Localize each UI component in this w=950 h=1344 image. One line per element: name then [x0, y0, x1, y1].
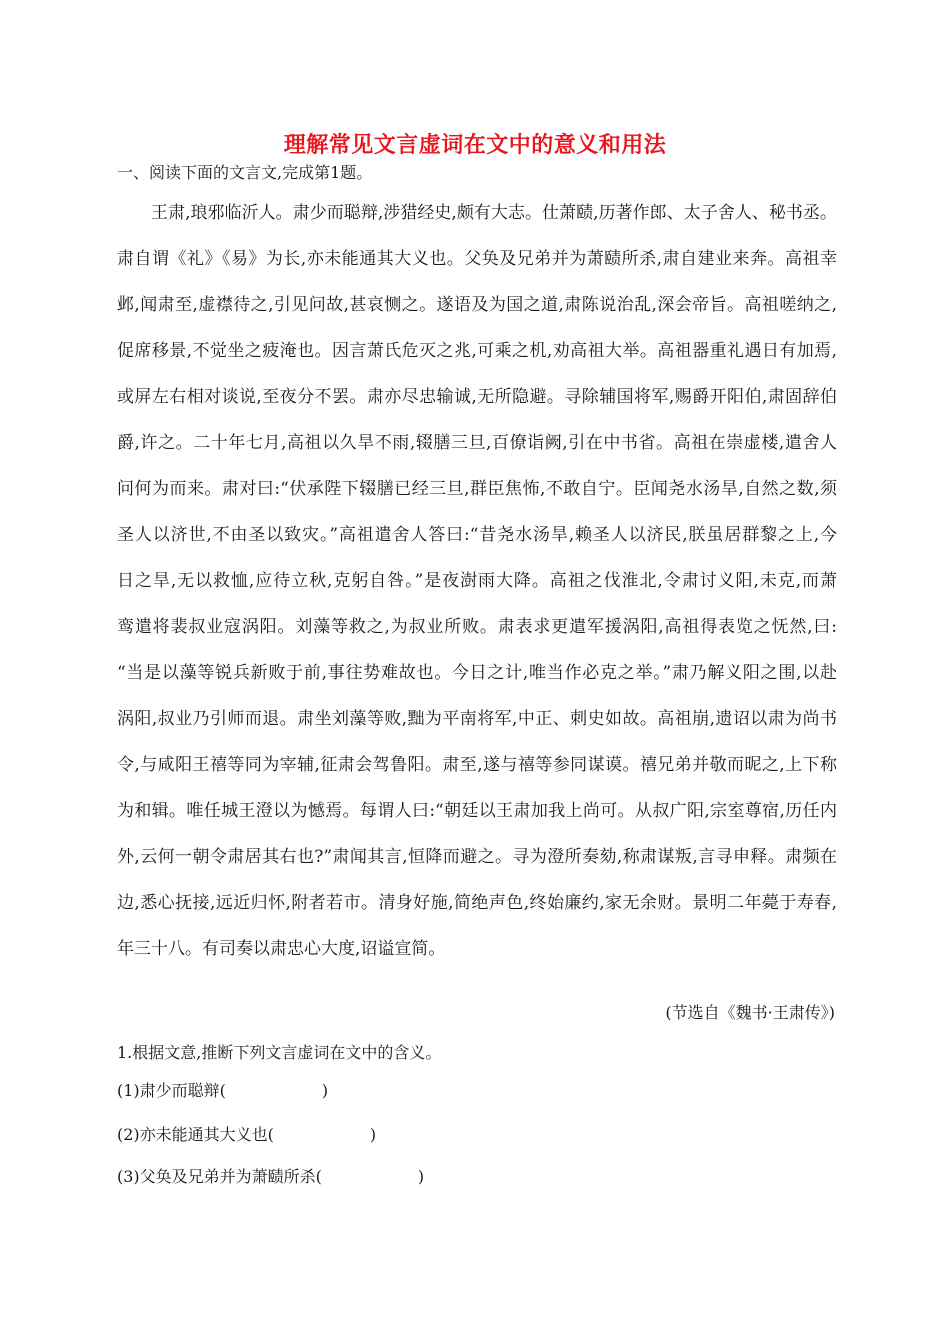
passage-line: 年三十八。有司奏以肃忠心大度,诏谥宣简。	[117, 939, 446, 959]
section-heading: 一、阅读下面的文言文,完成第1题。	[117, 163, 373, 182]
sub-question-close: )	[417, 1167, 425, 1186]
passage-line: 爵,许之。二十年七月,高祖以久旱不雨,辍膳三旦,百僚诣阙,引在中书省。高祖在崇虚楼,遣舍人	[117, 433, 837, 453]
classical-passage	[117, 190, 837, 972]
passage-line: 日之旱,无以救恤,应待立秋,克躬自咎。”是夜澍雨大降。高祖之伐淮北,令肃讨义阳,未克,而萧	[117, 571, 837, 591]
sub-question-prompt: (3)父奂及兄弟并为萧赜所杀(	[117, 1167, 322, 1186]
passage-line: 边,悉心抚接,远近归怀,附者若市。清身好施,简绝声色,终始廉约,家无余财。景明二年薨于寿春,	[117, 893, 837, 913]
passage-line: 外,云何一朝令肃居其右也?”肃闻其言,恒降而避之。寻为澄所奏劾,称肃谋叛,言寻申释。肃频在	[117, 847, 837, 867]
sub-question-prompt: (1)肃少而聪辩(	[117, 1081, 226, 1100]
sub-question-prompt: (2)亦未能通其大义也(	[117, 1125, 274, 1144]
passage-line: 令,与咸阳王禧等同为宰辅,征肃会驾鲁阳。肃至,遂与禧等参同谋谟。禧兄弟并敬而昵之,上下称	[117, 755, 837, 775]
passage-line: 圣人以济世,不由圣以致灾。”高祖遣舍人答曰:“昔尧水汤旱,赖圣人以济民,朕虽居群黎之上,今	[117, 525, 837, 545]
passage-line: 王肃,琅邪临沂人。肃少而聪辩,涉猎经史,颇有大志。仕萧赜,历著作郎、太子舍人、秘书丞。	[151, 203, 837, 223]
passage-line: “当是以藻等锐兵新败于前,事往势难故也。今日之计,唯当作必克之举。”肃乃解义阳之围,以赴	[117, 663, 837, 683]
passage-line: 邺,闻肃至,虚襟待之,引见问故,甚哀恻之。遂语及为国之道,肃陈说治乱,深会帝旨。高祖嗟纳之,	[117, 295, 837, 315]
question-1: 1.根据文意,推断下列文言虚词在文中的含义。	[117, 1043, 442, 1062]
sub-question-close: )	[369, 1125, 377, 1144]
passage-line: 为和辑。唯任城王澄以为憾焉。每谓人曰:“朝廷以王肃加我上尚可。从叔广阳,宗室尊宿,历任内	[117, 801, 837, 821]
passage-line: 涡阳,叔业乃引师而退。肃坐刘藻等败,黜为平南将军,中正、刺史如故。高祖崩,遗诏以肃为尚书	[117, 709, 837, 729]
sub-question	[117, 1164, 424, 1187]
passage-line: 或屏左右相对谈说,至夜分不罢。肃亦尽忠输诚,无所隐避。寻除辅国将军,赐爵开阳伯,肃固辞伯	[117, 387, 837, 407]
document-title: 理解常见文言虚词在文中的意义和用法	[283, 132, 667, 158]
sub-question	[117, 1122, 376, 1145]
passage-line: 鸾遣将裴叔业寇涡阳。刘藻等救之,为叔业所败。肃表求更遣军援涡阳,高祖得表览之怃然,曰:	[117, 617, 837, 637]
passage-line: 肃自谓《礼》《易》为长,亦未能通其大义也。父奂及兄弟并为萧赜所杀,肃自建业来奔。高祖幸	[117, 249, 837, 269]
passage-line: 问何为而来。肃对曰:“伏承陛下辍膳已经三旦,群臣焦怖,不敢自宁。臣闻尧水汤旱,自然之数,须	[117, 479, 837, 499]
passage-line: 促席移景,不觉坐之疲淹也。因言萧氏危灭之兆,可乘之机,劝高祖大举。高祖器重礼遇日有加焉,	[117, 341, 837, 361]
sub-question	[117, 1078, 328, 1101]
source-citation: (节选自《魏书·王肃传》)	[665, 1003, 835, 1022]
sub-question-close: )	[321, 1081, 329, 1100]
